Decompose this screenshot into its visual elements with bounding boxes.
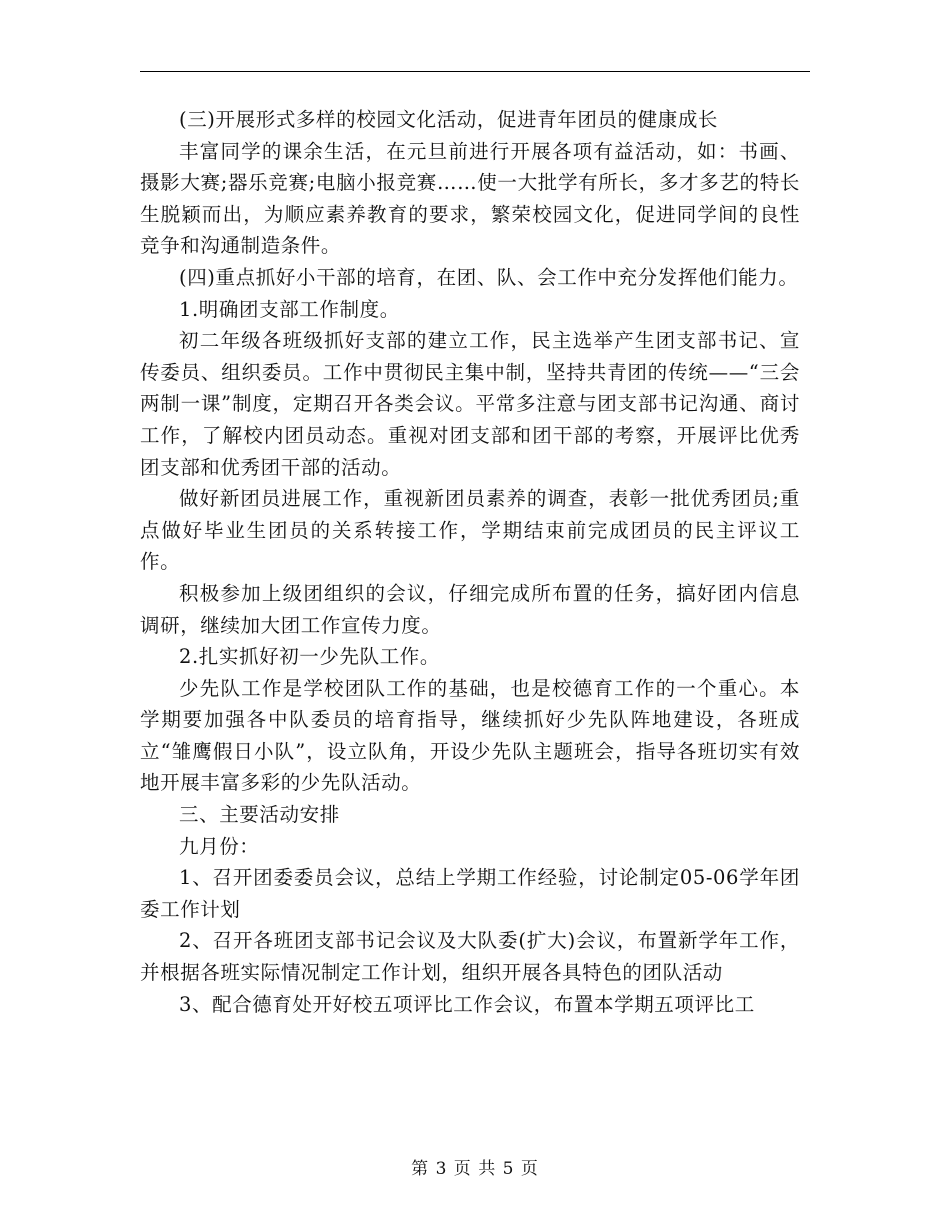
header-rule <box>140 71 810 72</box>
paragraph: (四)重点抓好小干部的培育，在团、队、会工作中充分发挥他们能力。 <box>179 265 799 289</box>
document-body <box>140 104 800 1020</box>
paragraph: 初二年级各班级抓好支部的建立工作，民主选举产生团支部书记、宣传委员、组织委员。工作中贯彻民主集中制，坚持共青团的传统——“三会两制一课”制度，定期召开各类会议。平常多注意与团支部书记沟通、商讨工作，了解校内团员动态。重视对团支部和团干部的考察，开展评比优秀团支部和优秀团干部的活动。 <box>140 329 800 479</box>
page-number: 第 3 页 共 5 页 <box>411 1159 539 1179</box>
list-item: 1、召开团委委员会议，总结上学期工作经验，讨论制定05-06学年团委工作计划 <box>140 866 800 921</box>
paragraph: (三)开展形式多样的校园文化活动，促进青年团员的健康成长 <box>179 108 719 131</box>
list-item: 3、配合德育处开好校五项评比工作会议，布置本学期五项评比工 <box>179 992 755 1016</box>
section-heading: 三、主要活动安排 <box>179 803 340 827</box>
list-item: 2、召开各班团支部书记会议及大队委(扩大)会议，布置新学年工作，并根据各班实际情况制定工作计划，组织开展各具特色的团队活动 <box>140 929 800 985</box>
paragraph: 少先队工作是学校团队工作的基础，也是校德育工作的一个重心。本学期要加强各中队委员的培育指导，继续抓好少先队阵地建设，各班成立“雏鹰假日小队”，设立队角，开设少先队主题班会，指导各班切实有效地开展丰富多彩的少先队活动。 <box>140 676 800 795</box>
paragraph: 做好新团员进展工作，重视新团员素养的调查，表彰一批优秀团员;重点做好毕业生团员的关系转接工作，学期结束前完成团员的民主评议工作。 <box>140 487 800 574</box>
paragraph: 2.扎实抓好初一少先队工作。 <box>179 645 441 669</box>
month-heading: 九月份： <box>179 834 260 858</box>
paragraph: 积极参加上级团组织的会议，仔细完成所布置的任务，搞好团内信息调研，继续加大团工作宣传力度。 <box>140 581 800 637</box>
paragraph: 丰富同学的课余生活，在元旦前进行开展各项有益活动，如：书画、摄影大赛;器乐竞赛;电脑小报竞赛……使一大批学有所长，多才多艺的特长生脱颖而出，为顺应素养教育的要求，繁荣校园文化，促进同学间的良性竞争和沟通制造条件。 <box>140 139 800 258</box>
paragraph: 1.明确团支部工作制度。 <box>179 297 400 321</box>
